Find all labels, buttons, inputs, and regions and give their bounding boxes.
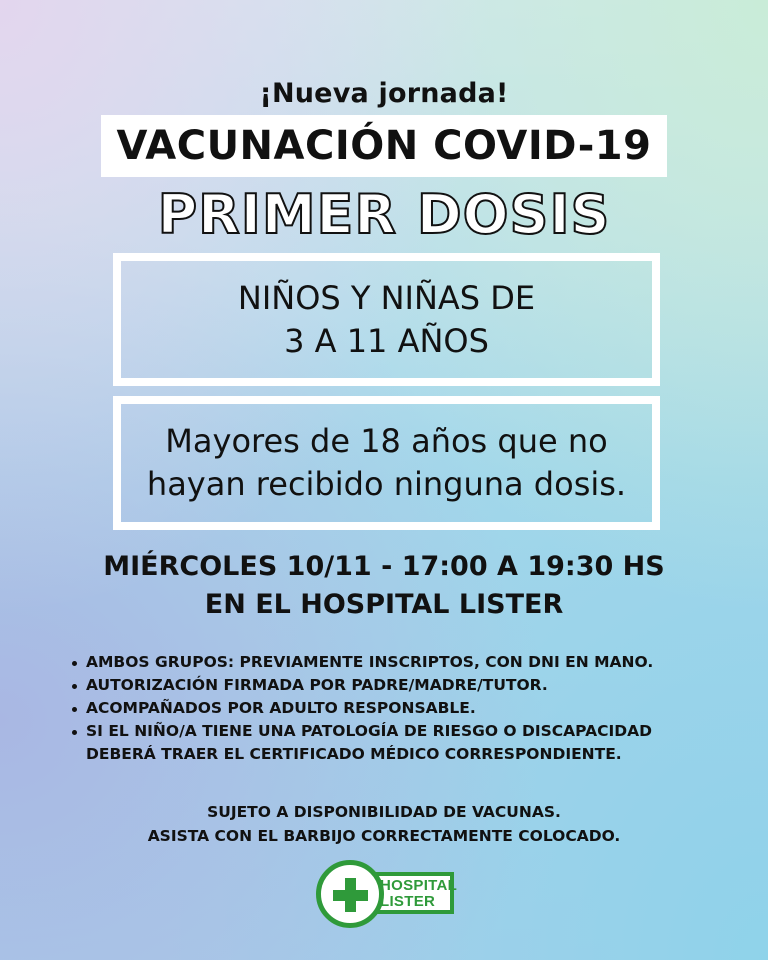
logo-text-line-1: HOSPITAL [380, 877, 458, 894]
children-group-box [113, 253, 660, 386]
adults-group-box [113, 396, 660, 530]
requirement-item: ACOMPAÑADOS POR ADULTO RESPONSABLE. [70, 697, 710, 720]
availability-note: SUJETO A DISPONIBILIDAD DE VACUNAS. [207, 803, 561, 821]
adults-group-line-2: hayan recibido ninguna dosis. [146, 465, 627, 503]
children-group-line-2: 3 A 11 AÑOS [284, 321, 489, 360]
logo-text-line-2: LISTER [380, 893, 436, 910]
kicker-heading: ¡Nueva jornada! [259, 78, 509, 109]
page-title: VACUNACIÓN COVID-19 [116, 123, 652, 169]
requirement-item: AMBOS GRUPOS: PREVIAMENTE INSCRIPTOS, CON DNI EN MANO. [70, 651, 710, 674]
children-group-line-1: NIÑOS Y NIÑAS DE [237, 278, 536, 317]
requirements-list [70, 651, 710, 766]
medical-cross-icon [316, 860, 384, 928]
title-banner [101, 115, 667, 177]
requirement-item: AUTORIZACIÓN FIRMADA POR PADRE/MADRE/TUTOR. [70, 674, 710, 697]
dose-heading: PRIMER DOSIS [157, 183, 611, 246]
mask-note: ASISTA CON EL BARBIJO CORRECTAMENTE COLOCADO. [147, 827, 621, 845]
schedule-date-time: MIÉRCOLES 10/11 - 17:00 A 19:30 HS [103, 551, 665, 582]
requirement-item: SI EL NIÑO/A TIENE UNA PATOLOGÍA DE RIESGO O DISCAPACIDAD DEBERÁ TRAER EL CERTIFICADO MÉDICO CORRESPONDIENTE. [70, 720, 710, 766]
hospital-logo [316, 860, 456, 932]
schedule-place: EN EL HOSPITAL LISTER [204, 589, 564, 620]
adults-group-line-1: Mayores de 18 años que no [165, 422, 608, 460]
